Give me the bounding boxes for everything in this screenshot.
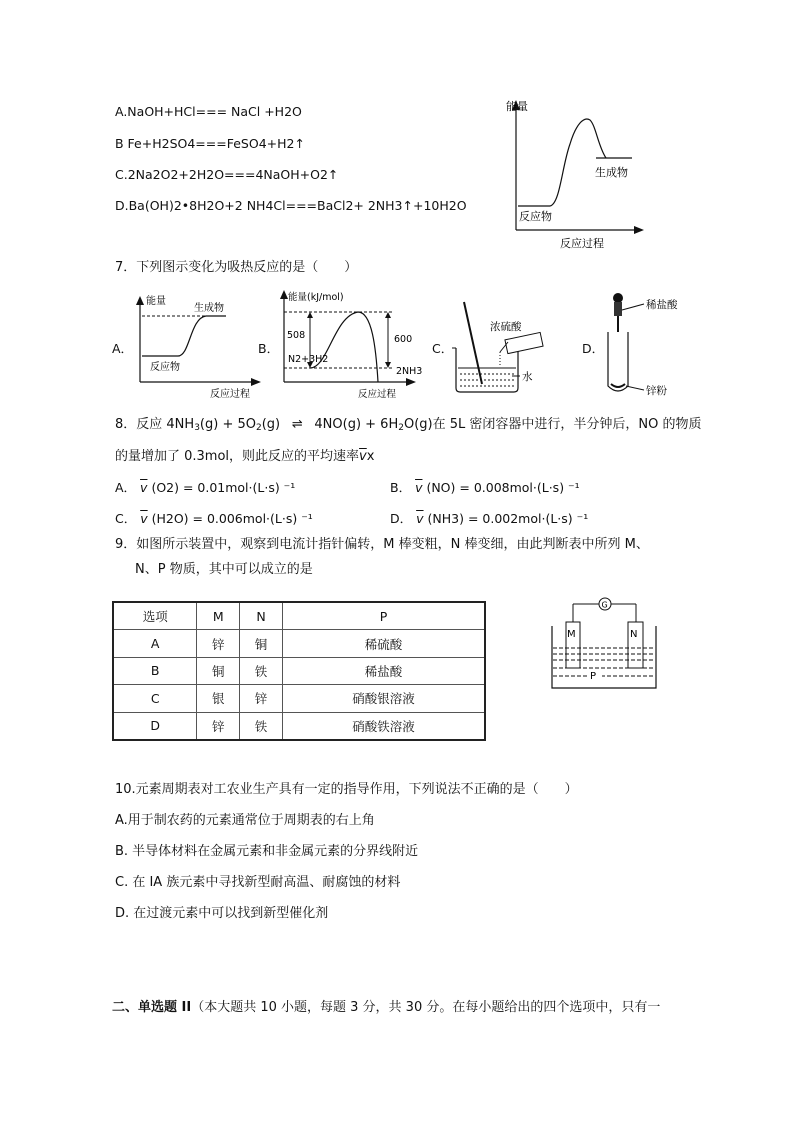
table-row [113, 657, 485, 684]
table-cell: 锌 [197, 630, 240, 657]
q6-energy-diagram [498, 96, 648, 256]
table-cell: 银 [197, 685, 240, 712]
table-cell: B [113, 657, 197, 684]
q7b-reactant: N2+3H2 [288, 354, 329, 365]
q9-table [112, 601, 486, 741]
q6-option-a: A.NaOH+HCl=== NaCl +H2O [115, 104, 302, 119]
table-row [113, 712, 485, 740]
q6-option-b: B Fe+H2SO4===FeSO4+H2↑ [115, 136, 305, 151]
table-cell: A [113, 630, 197, 657]
q6-option-d: D.Ba(OH)2•8H2O+2 NH4Cl===BaCl2+ 2NH3↑+10H2O [115, 198, 467, 213]
q6-x-label: 反应过程 [560, 237, 604, 250]
table-header-row [113, 602, 485, 630]
table-cell: 铁 [240, 657, 283, 684]
table-cell: 稀硫酸 [282, 630, 485, 657]
q7-figure-b [272, 288, 422, 402]
q7c-water-label: 水 [522, 371, 533, 383]
galvanometer-label: G [601, 600, 608, 610]
table-header-cell: 选项 [113, 602, 197, 630]
q7a-product: 生成物 [194, 303, 224, 314]
q7b-val-right: 600 [394, 334, 413, 345]
q8-option-b: B． $\overline{v}$ (NO) = 0.008mol·(L·s) ⁻¹ [390, 480, 580, 495]
q9-stem-line2: N、P 物质，其中可以成立的是 [135, 562, 313, 577]
q10-option-c: C. 在 IA 族元素中寻找新型耐高温、耐腐蚀的材料 [115, 875, 401, 890]
q6-option-c: C.2Na2O2+2H2O===4NaOH+O2↑ [115, 167, 339, 182]
q7d-acid-label: 稀盐酸 [646, 299, 678, 311]
q7-figure-d [598, 290, 698, 400]
q7-label-c: C． [432, 341, 454, 356]
q7b-y-label: 能量(kJ/mol) [288, 292, 344, 303]
table-header-cell: N [240, 602, 283, 630]
section-2-heading: 二、单选题 II（本大题共 10 小题，每题 3 分，共 30 分。在每小题给出的四个选项中，只有一 [112, 1000, 661, 1015]
q9-cell-diagram [548, 592, 662, 694]
table-cell: 锌 [240, 685, 283, 712]
table-header-cell: P [282, 602, 485, 630]
q10-option-a: A.用于制农药的元素通常位于周期表的右上角 [115, 813, 375, 828]
q8-option-a: A． $\overline{v}$ (O2) = 0.01mol·(L·s) ⁻¹ [115, 480, 296, 495]
q10-option-b: B. 半导体材料在金属元素和非金属元素的分界线附近 [115, 844, 419, 859]
q10-option-d: D. 在过渡元素中可以找到新型催化剂 [115, 906, 329, 921]
q7-stem: 7．下列图示变化为吸热反应的是（ ） [115, 260, 358, 275]
q7b-val-left: 508 [287, 330, 306, 341]
table-cell: D [113, 712, 197, 740]
table-cell: 铜 [240, 630, 283, 657]
solution-p-label: P [590, 671, 597, 682]
q7-figure-a [130, 294, 270, 402]
table-cell: 铜 [197, 657, 240, 684]
equilibrium-arrow-icon: ⇌ [291, 417, 303, 432]
q8-option-c: C． $\overline{v}$ (H2O) = 0.006mol·(L·s) ⁻¹ [115, 511, 313, 526]
q7-figure-c [448, 296, 558, 396]
table-row [113, 685, 485, 712]
q10-stem: 10.元素周期表对工农业生产具有一定的指导作用，下列说法不正确的是（ ） [115, 782, 578, 797]
q9-stem-line1: 9．如图所示装置中，观察到电流计指针偏转，M 棒变粗，N 棒变细，由此判断表中所列 M、 [115, 537, 649, 552]
q7b-x-label: 反应过程 [358, 389, 397, 400]
q7-label-d: D． [582, 341, 605, 356]
table-header-cell: M [197, 602, 240, 630]
electrode-n-label: N [630, 629, 638, 640]
q8-stem-line1: 8．反应 $4NH_3(g) + 5O_2(g)$ ⇌ $4NO(g) + 6H_2O(g)$在 5L 密闭容器中进行，半分钟后，NO 的物质 [115, 417, 702, 433]
q6-product-label: 生成物 [595, 166, 628, 179]
table-cell: 稀盐酸 [282, 657, 485, 684]
table-cell: 硝酸银溶液 [282, 685, 485, 712]
q7a-x-label: 反应过程 [210, 389, 250, 400]
electrode-m-label: M [567, 629, 576, 640]
table-cell: 铁 [240, 712, 283, 740]
q6-y-label: 能量 [506, 100, 528, 113]
q8-stem-line2: 的量增加了 0.3mol，则此反应的平均速率$\overline{v}x$ [115, 449, 375, 464]
q8-option-d: D． $\overline{v}$ (NH3) = 0.002mol·(L·s) ⁻¹ [390, 511, 589, 526]
table-row [113, 630, 485, 657]
q7a-reactant: 反应物 [150, 362, 180, 373]
table-cell: C [113, 685, 197, 712]
table-cell: 硝酸铁溶液 [282, 712, 485, 740]
q7b-product: 2NH3 [396, 366, 422, 377]
q6-reactant-label: 反应物 [519, 210, 552, 223]
q7d-powder-label: 锌粉 [646, 385, 667, 397]
table-cell: 锌 [197, 712, 240, 740]
q7a-y-label: 能量 [146, 296, 166, 307]
q7c-acid-label: 浓硫酸 [490, 321, 522, 333]
q7-label-b: B． [258, 341, 280, 356]
q7-label-a: A． [112, 341, 134, 356]
